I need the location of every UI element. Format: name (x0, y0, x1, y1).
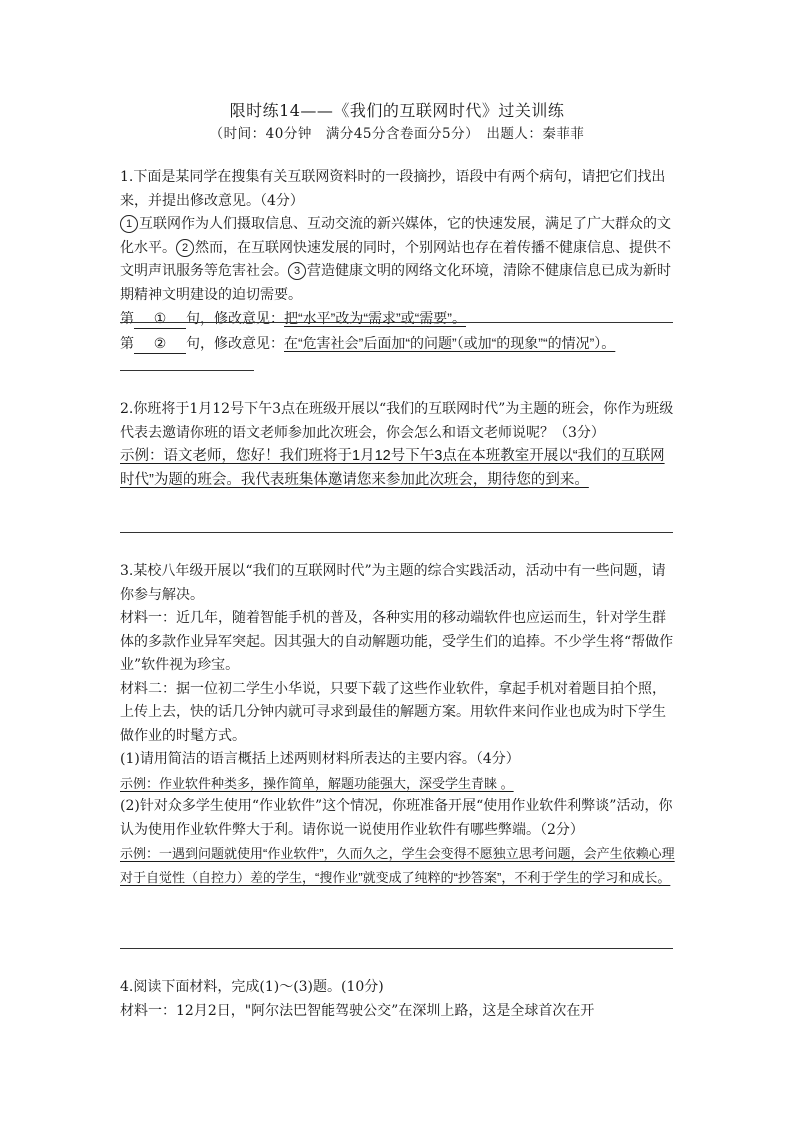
answer-row-1-label: 句，修改意见： (186, 311, 284, 327)
question-1 (120, 166, 676, 356)
sentence-1: 互联网作为人们摄取信息、互动交流的新兴媒体，它的快速发展，满足了广大群众的文化水平。 (120, 216, 671, 256)
question-4-material-1: 材料一：12月2日，"阿尔法巴智能驾驶公交”在深圳上路，这是全球首次在开 (120, 1002, 595, 1019)
question-2-stem: 2.你班将于1月12号下午3点在班级开展以“我们的互联网时代”为主题的班会，你作为班级代表去邀请你班的语文老师参加此次班会，你会怎么和语文老师说呢？（3分） (120, 401, 674, 441)
question-3 (120, 560, 676, 889)
question-4 (120, 976, 676, 1023)
question-3-material-1: 材料一：近几年，随着智能手机的普及，各种实用的移动端软件也应运而生，针对学生群体的多款作业异军突起。因其强大的自动解题功能，受学生们的追捧。不少学生将“帮做作业”软件视为珍宝。 (120, 610, 674, 673)
answer-line (120, 948, 673, 949)
answer-line (120, 370, 254, 371)
question-1-answer-row-1 (120, 307, 676, 332)
question-3-stem: 3.某校八年级开展以“我们的互联网时代”为主题的综合实践活动，活动中有一些问题，请你参与解决。 (120, 563, 666, 603)
circled-number-2: 2 (176, 239, 194, 257)
answer-line (120, 322, 673, 323)
answer-row-1-prefix: 第 (120, 311, 134, 327)
question-1-passage (120, 213, 676, 307)
question-2 (120, 398, 676, 492)
page-title: 限时练14——《我们的互联网时代》过关训练 (229, 101, 565, 120)
circled-number-3: 3 (288, 262, 306, 280)
question-3-answer-1: 示例：作业软件种类多，操作简单，解题功能强大，深受学生青睐 。 (120, 775, 514, 791)
sentence-3: 营造健康文明的网络文化环境，清除不健康信息已成为新时期精神文明建设的迫切需要。 (120, 263, 671, 303)
answer-line (120, 532, 673, 533)
question-3-sub-2: (2)针对众多学生使用“作业软件”这个情况，你班准备开展“使用作业软件利弊谈”活动，你认为使用作业软件弊大于利。请你说一说使用作业软件有哪些弊端。（2分） (120, 798, 673, 838)
answer-row-2-blank: ② (134, 335, 186, 354)
question-1-answer-row-2 (120, 332, 676, 357)
sentence-2: 然而，在互联网快速发展的同时，个别网站也存在着传播不健康信息、提供不文明声讯服务等危害社会。 (120, 239, 671, 279)
answer-row-1-text: 把“水平”改为“需求”或“需要”。 (284, 310, 466, 326)
question-1-stem: 1.下面是某同学在搜集有关互联网资料时的一段摘抄，语段中有两个病句，请把它们找出来，并提出修改意见。（4分） (120, 169, 666, 209)
question-4-stem: 4.阅读下面材料，完成(1)～(3)题。(10分) (120, 979, 384, 995)
circled-number-1: 1 (120, 215, 138, 233)
answer-row-2-prefix: 第 (120, 335, 134, 352)
page-subtitle: （时间：40分钟 满分45分含卷面分5分） 出题人：秦菲菲 (209, 126, 585, 142)
answer-row-2-text: 在“危害社会”后面加“的问题”（或加“的现象”“的情况”）。 (284, 334, 616, 351)
question-3-material-2: 材料二：据一位初二学生小华说，只要下载了这些作业软件，拿起手机对着题目拍个照，上传上去，快的话几分钟内就可寻求到最佳的解题方案。用软件来问作业也成为时下学生做作业的时髦方式。 (120, 680, 666, 744)
question-2-answer: 示例：语文老师，您好！我们班将于1月12号下午3点在本班教室开展以“我们的互联网时代”为题的班会。我代表班集体邀请您来参加此次班会，期待您的到来。 (120, 448, 665, 488)
answer-row-2-label: 句，修改意见： (186, 335, 284, 352)
question-3-answer-2: 示例：一遇到问题就使用“作业软件”，久而久之，学生会变得不愿独立思考问题，会产生依赖心理对于自觉性（自控力）差的学生，“搜作业”就变成了纯粹的“抄答案”，不利于学生的学习和成长。 (120, 846, 675, 885)
answer-row-1-blank: ① (134, 310, 186, 329)
question-3-sub-1: (1)请用简洁的语言概括上述两则材料所表达的主要内容。（4分） (120, 751, 520, 767)
